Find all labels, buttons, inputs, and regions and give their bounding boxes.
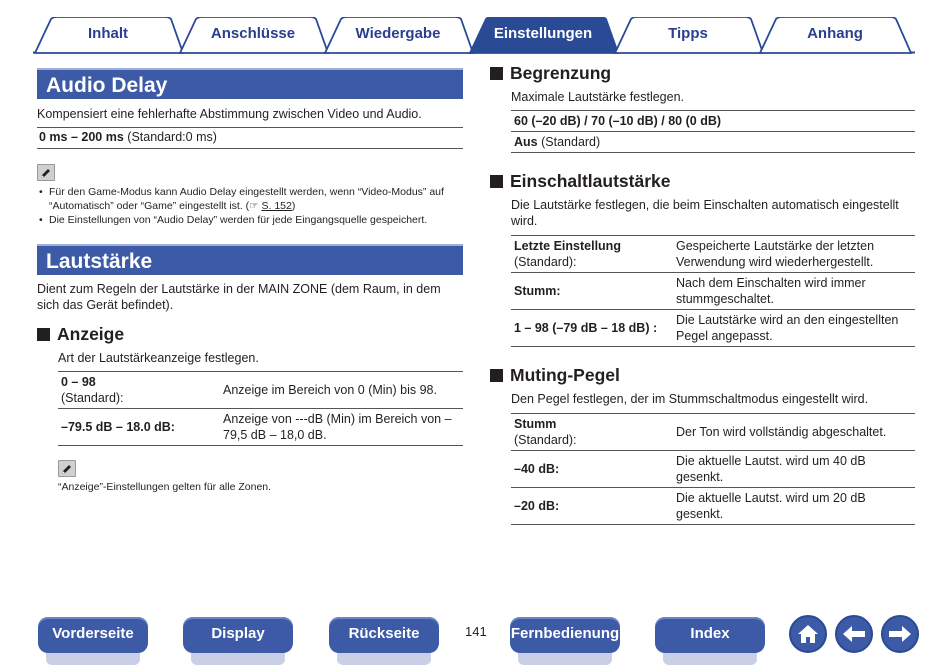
tab-anschluesse[interactable]: Anschlüsse	[210, 25, 296, 42]
note-pencil-icon	[37, 164, 55, 181]
option-default: (Standard):	[514, 255, 577, 269]
option-key: 1 – 98 (–79 dB – 18 dB) :	[511, 310, 673, 347]
square-bullet-icon	[37, 328, 50, 341]
table-row	[511, 414, 915, 451]
option-key: 60 (–20 dB) / 70 (–10 dB) / 80 (0 dB)	[511, 111, 915, 132]
subsection-label: Einschaltlautstärke	[510, 171, 671, 191]
tab-wiedergabe[interactable]: Wiedergabe	[355, 25, 441, 42]
nav-button-vorderseite[interactable]: Vorderseite	[38, 617, 148, 653]
audio-delay-notes	[37, 185, 463, 227]
tab-inhalt[interactable]: Inhalt	[88, 25, 128, 42]
anzeige-note: “Anzeige”-Einstellungen gelten für alle Zonen.	[58, 481, 272, 493]
square-bullet-icon	[490, 175, 503, 188]
einschalt-table	[511, 235, 915, 347]
einschalt-description: Die Lautstärke festlegen, die beim Einschalten automatisch eingestellt wird.	[511, 198, 899, 228]
option-value: Der Ton wird vollständig abgeschaltet.	[673, 414, 915, 451]
option-value: Nach dem Einschalten wird immer stummgeschaltet.	[673, 273, 915, 310]
back-arrow-icon[interactable]	[835, 615, 873, 653]
option-key: –20 dB:	[511, 488, 673, 525]
subsection-label: Anzeige	[57, 324, 125, 344]
option-key: 0 – 98	[61, 375, 96, 389]
pointing-hand-icon: ☞	[249, 200, 259, 212]
muting-description: Den Pegel festlegen, der im Stummschaltmodus eingestellt wird.	[511, 392, 869, 406]
option-key: Stumm:	[511, 273, 673, 310]
nav-button-display[interactable]: Display	[183, 617, 293, 653]
anzeige-table	[58, 371, 463, 446]
begrenzung-description: Maximale Lautstärke festlegen.	[511, 90, 685, 104]
subsection-title-begrenzung	[490, 63, 915, 84]
subsection-title-anzeige	[37, 324, 463, 345]
square-bullet-icon	[490, 369, 503, 382]
subsection-label: Muting-Pegel	[510, 365, 620, 385]
note-pencil-icon	[58, 460, 76, 477]
right-column	[490, 63, 915, 525]
list-item	[37, 185, 463, 213]
option-key: –40 dB:	[511, 451, 673, 488]
option-value: Anzeige im Bereich von 0 (Min) bis 98.	[220, 372, 463, 409]
table-row	[511, 488, 915, 525]
option-default: (Standard):	[61, 391, 124, 405]
subsection-label: Begrenzung	[510, 63, 612, 83]
note-text-tail: )	[291, 200, 296, 212]
option-key: Letzte Einstellung	[514, 239, 621, 253]
begrenzung-table	[511, 110, 915, 153]
tab-anhang[interactable]: Anhang	[807, 25, 863, 42]
option-value: Anzeige von ---dB (Min) im Bereich von –79,5 dB – 18,0 dB.	[220, 409, 463, 446]
anzeige-description: Art der Lautstärkeanzeige festlegen.	[58, 351, 259, 365]
top-tab-bar	[33, 17, 915, 54]
forward-arrow-icon[interactable]	[881, 615, 919, 653]
table-row	[511, 310, 915, 347]
section-title-audio-delay: Audio Delay	[37, 68, 463, 99]
note-text: Für den Game-Modus kann Audio Delay eingestellt werden, wenn “Video-Modus” auf “Automatisch” oder “Game” eingestellt ist. (	[49, 186, 444, 212]
square-bullet-icon	[490, 67, 503, 80]
option-default: (Standard)	[541, 135, 601, 149]
audio-delay-description: Kompensiert eine fehlerhafte Abstimmung zwischen Video und Audio.	[37, 107, 422, 121]
table-row	[511, 236, 915, 273]
subsection-title-einschaltlautstaerke	[490, 171, 915, 192]
lautstaerke-description: Dient zum Regeln der Lautstärke in der MAIN ZONE (dem Raum, in dem sich das Gerät befindet).	[37, 282, 441, 312]
option-value: Die Lautstärke wird an den eingestellten Pegel angepasst.	[673, 310, 915, 347]
left-column	[37, 68, 463, 493]
list-item: • Die Einstellungen von “Audio Delay” werden für jede Eingangsquelle gespeichert.	[37, 213, 463, 227]
table-row	[58, 409, 463, 446]
nav-button-rueckseite[interactable]: Rückseite	[329, 617, 439, 653]
option-value: Die aktuelle Lautst. wird um 40 dB gesenkt.	[673, 451, 915, 488]
option-key: –79.5 dB – 18.0 dB:	[58, 409, 220, 446]
muting-table	[511, 413, 915, 525]
page-number: 141	[465, 624, 487, 639]
option-default: (Standard):	[514, 433, 577, 447]
option-key: Aus	[514, 135, 538, 149]
table-row	[511, 451, 915, 488]
table-row	[511, 273, 915, 310]
audio-delay-range	[37, 128, 463, 148]
subsection-title-muting-pegel	[490, 365, 915, 386]
table-row	[58, 372, 463, 409]
table-row	[511, 132, 915, 153]
audio-delay-range-value: 0 ms – 200 ms	[39, 130, 124, 144]
tab-tipps[interactable]: Tipps	[668, 25, 708, 42]
table-row	[511, 111, 915, 132]
home-icon[interactable]	[789, 615, 827, 653]
audio-delay-range-default: (Standard:0 ms)	[127, 130, 217, 144]
option-value: Gespeicherte Lautstärke der letzten Verwendung wird wiederhergestellt.	[673, 236, 915, 273]
section-title-lautstaerke: Lautstärke	[37, 244, 463, 275]
nav-button-index[interactable]: Index	[655, 617, 765, 653]
page-reference-link[interactable]: S. 152	[261, 200, 292, 212]
option-key: Stumm	[514, 417, 557, 431]
option-value: Die aktuelle Lautst. wird um 20 dB gesenkt.	[673, 488, 915, 525]
tab-einstellungen[interactable]: Einstellungen	[493, 25, 593, 42]
nav-button-fernbedienung[interactable]: Fernbedienung	[510, 617, 620, 653]
